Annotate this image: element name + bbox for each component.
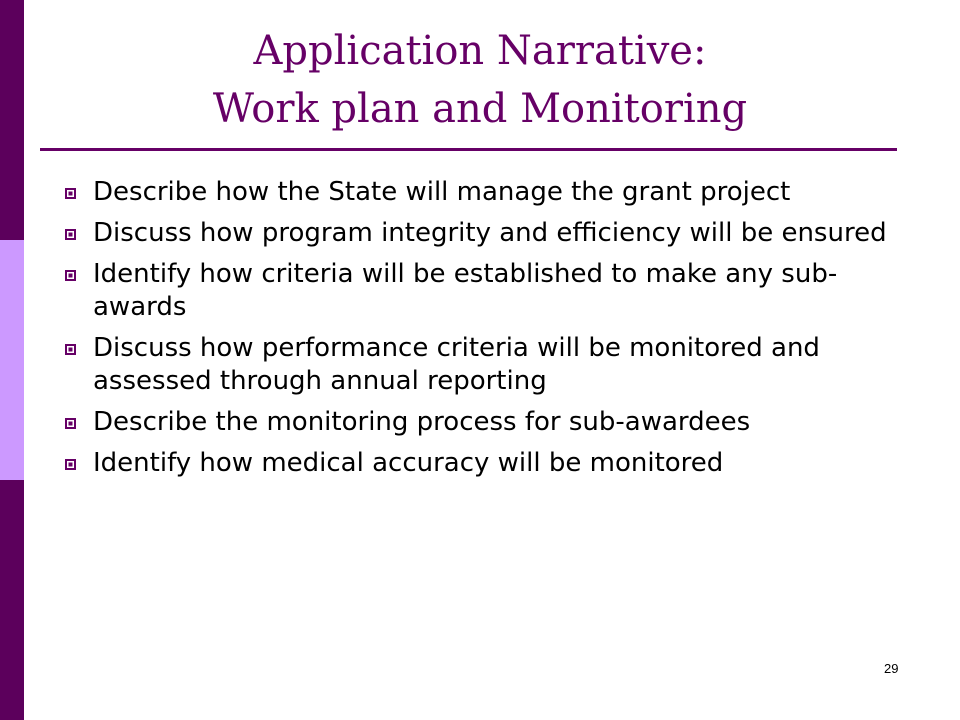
- title-divider: [40, 148, 897, 151]
- slide-title: [70, 22, 890, 138]
- bullet-square-icon: [65, 270, 76, 281]
- bullet-item: [60, 447, 920, 480]
- bullet-square-icon: [65, 418, 76, 429]
- title-line-2: Work plan and Monitoring: [212, 86, 748, 132]
- title-line-1: Application Narrative:: [253, 28, 707, 74]
- bullet-item: [60, 176, 920, 209]
- bullet-list: [60, 176, 920, 488]
- bullet-text: Discuss how performance criteria will be monitored and assessed through annual reporting: [93, 333, 820, 396]
- bullet-item: [60, 258, 920, 324]
- bullet-square-icon: [65, 459, 76, 470]
- accent-bar-bottom: [0, 480, 24, 720]
- bullet-text: Discuss how program integrity and efficiency will be ensured: [93, 218, 887, 248]
- page-number: 29: [884, 661, 899, 676]
- accent-bar-top: [0, 0, 24, 240]
- bullet-square-icon: [65, 344, 76, 355]
- bullet-item: [60, 406, 920, 439]
- bullet-text: Identify how criteria will be established to make any sub-awards: [93, 259, 838, 322]
- bullet-text: Describe the monitoring process for sub-awardees: [93, 407, 751, 437]
- left-accent-bar: [0, 0, 24, 720]
- bullet-square-icon: [65, 229, 76, 240]
- bullet-square-icon: [65, 188, 76, 199]
- bullet-item: [60, 332, 920, 398]
- bullet-item: [60, 217, 920, 250]
- bullet-text: Identify how medical accuracy will be monitored: [93, 448, 724, 478]
- bullet-text: Describe how the State will manage the grant project: [93, 177, 791, 207]
- accent-bar-middle: [0, 240, 24, 480]
